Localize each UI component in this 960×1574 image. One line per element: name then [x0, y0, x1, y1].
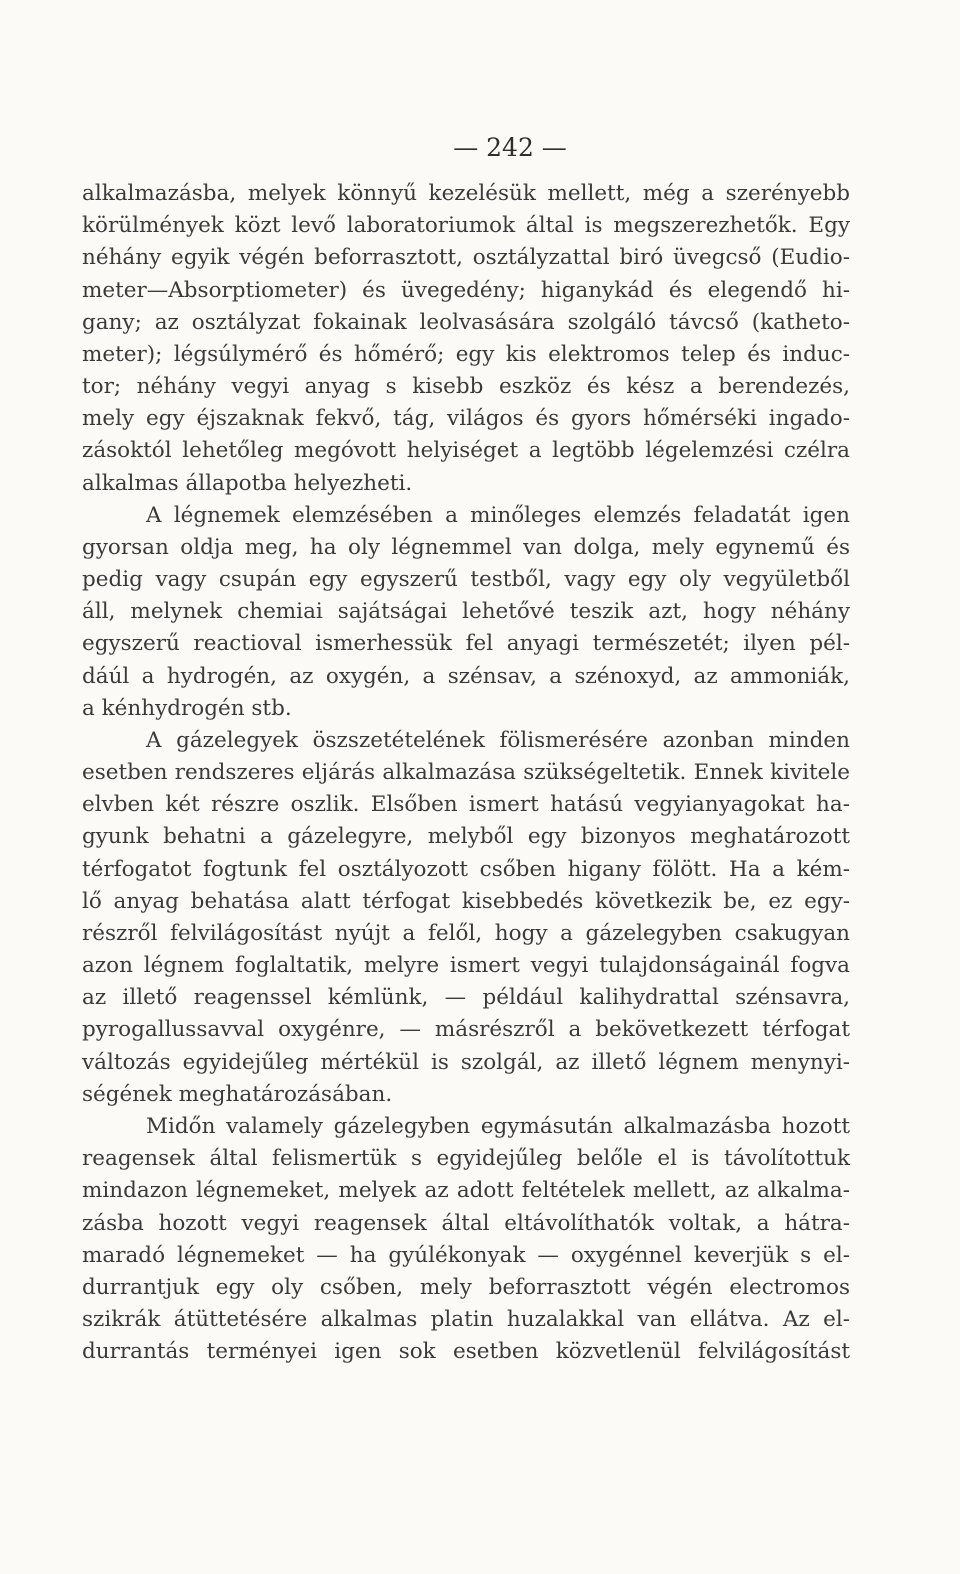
text-line: meter—Absorptiometer) és üvegedény; higanykád és elegendő hi- [82, 277, 850, 303]
text-line: az illető reagenssel kémlünk, — például kalihydrattal szénsavra, [82, 985, 850, 1011]
text-line: a kénhydrogén stb. [82, 695, 292, 721]
text-line: zásba hozott vegyi reagensek által eltávolíthatók voltak, a hátra- [82, 1210, 850, 1236]
text-line: Midőn valamely gázelegyben egymásután alkalmazásba hozott [146, 1113, 850, 1139]
text-line: tor; néhány vegyi anyag s kisebb eszköz és kész a berendezés, [82, 374, 850, 400]
text-line: gany; az osztályzat fokainak leolvasására szolgáló távcső (katheto- [82, 309, 850, 335]
text-line: lő anyag behatása alatt térfogat kisebbedés következik be, ez egy- [82, 888, 850, 914]
text-line: A gázelegyek öszszetételének fölismerésére azonban minden [146, 727, 850, 753]
body-text [82, 178, 850, 1368]
text-line: esetben rendszeres eljárás alkalmazása szükségeltetik. Ennek kivitele [82, 760, 850, 786]
text-line: térfogatot fogtunk fel osztályozott csőben higany fölött. Ha a kém- [82, 856, 850, 882]
text-line: áll, melynek chemiai sajátságai lehetővé teszik azt, hogy néhány [82, 599, 850, 625]
text-line: durrantás terményei igen sok esetben közvetlenül felvilágosítást [82, 1339, 850, 1365]
text-line: azon légnem foglaltatik, melyre ismert vegyi tulajdonságainál fogva [82, 953, 850, 979]
text-line: dáúl a hydrogén, az oxygén, a szénsav, a szénoxyd, az ammoniák, [82, 663, 850, 689]
text-line: szikrák átüttetésére alkalmas platin huzalakkal van ellátva. Az el- [82, 1307, 850, 1333]
text-line: reagensek által felismertük s egyidejűleg belőle el is távolítottuk [82, 1146, 850, 1172]
text-line: mely egy éjszaknak fekvő, tág, világos és gyors hőmérséki ingado- [82, 406, 850, 432]
text-line: gyorsan oldja meg, ha oly légnemmel van dolga, mely egynemű és [82, 534, 850, 560]
text-line: változás egyidejűleg mértékül is szolgál, az illető légnem menynyi- [82, 1049, 850, 1075]
text-line: pyrogallussavval oxygénre, — másrészről a bekövetkezett térfogat [82, 1017, 850, 1043]
text-line: gyunk behatni a gázelegyre, melyből egy bizonyos meghatározott [82, 824, 850, 850]
text-line: zásoktól lehetőleg megóvott helyiséget a legtöbb légelemzési czélra [82, 438, 850, 464]
text-line: alkalmazásba, melyek könnyű kezelésük mellett, még a szerényebb [82, 181, 850, 206]
text-line: egyszerű reactioval ismerhessük fel anyagi természetét; ilyen pél- [82, 631, 850, 657]
text-line: maradó légnemeket — ha gyúlékonyak — oxygénnel keverjük s el- [82, 1242, 850, 1268]
text-line: meter); légsúlymérő és hőmérő; egy kis elektromos telep és induc- [82, 341, 850, 367]
text-line: ségének meghatározásában. [82, 1081, 393, 1107]
text-line: részről felvilágosítást nyújt a felől, hogy a gázelegyben csakugyan [82, 920, 850, 946]
text-line: durrantjuk egy oly csőben, mely beforrasztott végén electromos [82, 1274, 850, 1300]
text-line: mindazon légnemeket, melyek az adott feltételek mellett, az alkalma- [82, 1178, 850, 1204]
text-line: alkalmas állapotba helyezheti. [82, 470, 413, 496]
text-line: pedig vagy csupán egy egyszerű testből, vagy egy oly vegyületből [82, 567, 850, 593]
page-number: — 242 — [453, 133, 567, 162]
text-line: elvben két részre oszlik. Elsőben ismert hatású vegyianyagokat ha- [82, 792, 850, 818]
text-line: néhány egyik végén beforrasztott, osztályzattal biró üvegcső (Eudio- [82, 245, 850, 271]
text-line: A légnemek elemzésében a minőleges elemzés feladatát igen [146, 502, 850, 528]
text-line: körülmények közt levő laboratoriumok által is megszerezhetők. Egy [82, 213, 850, 239]
